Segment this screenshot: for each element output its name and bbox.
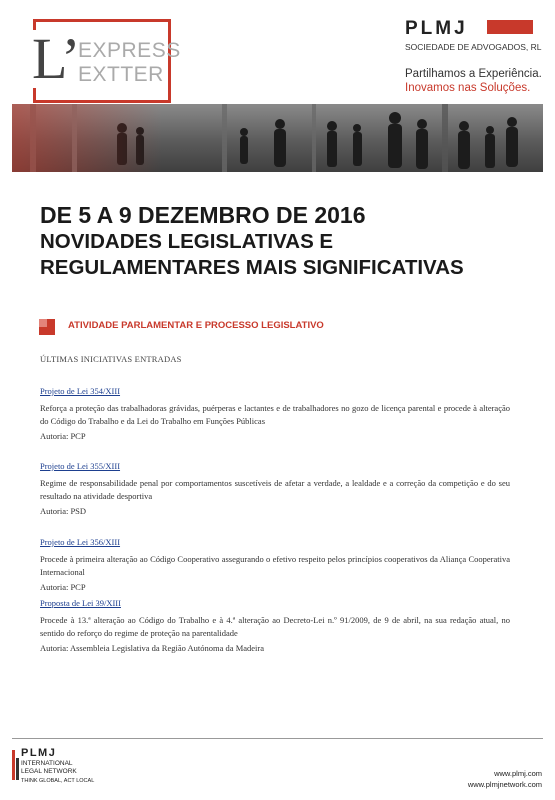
footer-logo-name: PLMJ	[21, 747, 57, 759]
footer-logo-line1: INTERNATIONAL	[21, 760, 73, 767]
entry-link[interactable]: Projeto de Lei 355/XIII	[40, 461, 121, 471]
page-title-line2: NOVIDADES LEGISLATIVAS E	[40, 230, 334, 253]
page-title-line3: REGULAMENTARES MAIS SIGNIFICATIVAS	[40, 256, 464, 279]
footer-logo-slogan: THINK GLOBAL, ACT LOCAL	[21, 778, 95, 784]
tagline-solutions: Inovamos nas Soluções.	[405, 82, 531, 94]
entry-description: Regime de responsabilidade penal por comportamentos suscetíveis de afetar a verdade, a lealdade e a correção da competição e do seu resultado na atividade desportiva	[40, 478, 510, 501]
entry-link[interactable]: Projeto de Lei 356/XIII	[40, 537, 121, 547]
section-title: ATIVIDADE PARLAMENTAR E PROCESSO LEGISLATIVO	[68, 320, 324, 331]
logo-exter: EXTTER	[78, 63, 164, 86]
footer-website-link[interactable]: www.plmj.com	[494, 769, 542, 778]
photo-red-overlay	[12, 104, 162, 172]
entry-author: Autoria: PCP	[40, 582, 86, 592]
tagline-experience: Partilhamos a Experiência.	[405, 68, 542, 80]
entry-author: Autoria: PSD	[40, 506, 87, 516]
page-title-date: DE 5 A 9 DEZEMBRO DE 2016	[40, 202, 366, 228]
footer-divider	[12, 738, 543, 739]
firm-logo-block	[487, 20, 533, 34]
firm-subtitle: SOCIEDADE DE ADVOGADOS, RL	[405, 42, 542, 52]
logo-letter: L’	[32, 26, 80, 91]
footer-logo-bar-red	[12, 750, 15, 780]
footer-logo-bar-dark	[16, 758, 19, 780]
footer-logo-line2: LEGAL NETWORK	[21, 768, 77, 775]
logo-express: EXPRESS	[78, 39, 181, 62]
section-marker-inner	[39, 319, 47, 327]
entry-description: Procede à primeira alteração ao Código Cooperativo assegurando o efetivo respeito pelos princípios cooperativos da Aliança Cooperativa Internacional	[40, 554, 510, 577]
entry-author: Autoria: PCP	[40, 431, 86, 441]
firm-name: PLMJ	[405, 18, 468, 39]
footer-network-link[interactable]: www.plmjnetwork.com	[467, 780, 542, 789]
section-subheading: ÚLTIMAS INICIATIVAS ENTRADAS	[40, 354, 182, 364]
entry-author: Autoria: Assembleia Legislativa da Região Autónoma da Madeira	[40, 643, 265, 653]
entry-link[interactable]: Projeto de Lei 354/XIII	[40, 386, 121, 396]
entry-description: Reforça a proteção das trabalhadoras grávidas, puérperas e lactantes e de trabalhadores no gozo de licença parental e procede à alteração do Código do Trabalho e da Lei do Trabalho em Funções Públicas	[40, 403, 510, 426]
entry-description: Procede à 13.ª alteração ao Código do Trabalho e à 4.ª alteração ao Decreto-Lei n.º 91/2009, de 9 de abril, na sua redação atual, no sentido do reforço do regime de proteção na parentalidade	[40, 615, 510, 638]
entry-link[interactable]: Proposta de Lei 39/XIII	[40, 598, 121, 608]
